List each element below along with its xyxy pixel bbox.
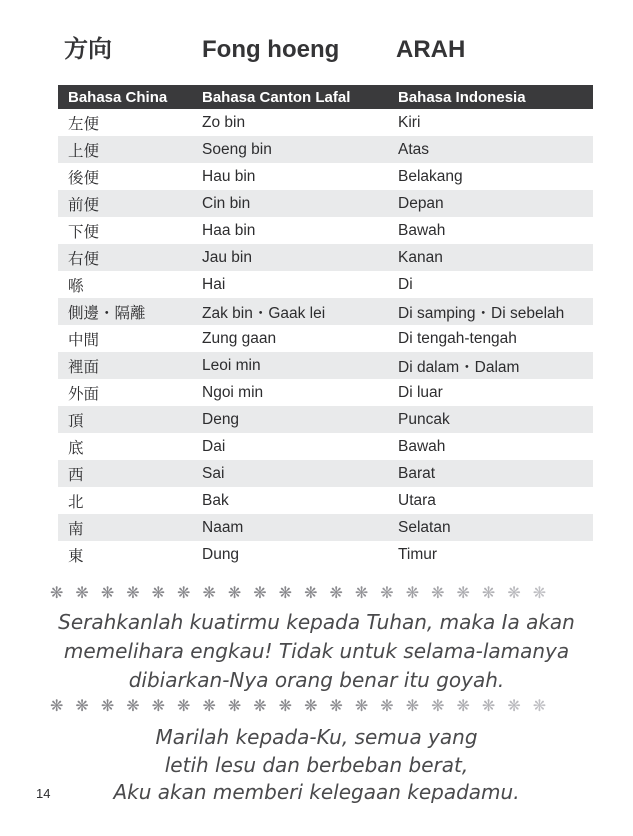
table-cell: Leoi min (202, 356, 261, 374)
table-cell: Atas (398, 140, 430, 158)
table-cell: 左便 (68, 115, 100, 133)
table-cell: Barat (398, 464, 436, 482)
table-cell: Naam (202, 518, 244, 536)
table-cell: Belakang (398, 167, 463, 185)
table-cell: Di samping・Di sebelah (398, 304, 565, 322)
table-row (58, 190, 593, 217)
vocabulary-table (58, 85, 593, 568)
table-cell: 南 (68, 520, 84, 538)
table-cell: 裡面 (68, 358, 100, 376)
table-row (58, 406, 593, 433)
table-row (58, 487, 593, 514)
table-cell: Dai (202, 437, 226, 455)
column-header-bahasa-indonesia: Bahasa Indonesia (398, 88, 526, 106)
table-cell: Di dalam・Dalam (398, 358, 520, 376)
table-cell: Jau bin (202, 248, 252, 266)
table-cell: 下便 (68, 223, 100, 241)
table-row (58, 379, 593, 406)
table-cell: 西 (68, 466, 84, 484)
table-cell: Haa bin (202, 221, 256, 239)
quote-line: Serahkanlah kuatirmu kepada Tuhan, maka Ia akan (58, 610, 575, 634)
table-cell: Kiri (398, 113, 421, 131)
table-cell: Cin bin (202, 194, 251, 212)
title-canton: Fong hoeng (202, 36, 340, 63)
flower-separator: ❋❋❋❋❋❋❋❋❋❋❋❋❋❋❋❋❋❋❋❋ (50, 698, 595, 716)
quote-line: Aku akan memberi kelegaan kepadamu. (113, 780, 520, 804)
table-cell: Timur (398, 545, 438, 563)
table-row (58, 433, 593, 460)
table-cell: 底 (68, 439, 84, 457)
table-cell: Bawah (398, 221, 446, 239)
table-body (58, 109, 593, 568)
table-cell: 側邊・隔離 (68, 304, 146, 322)
table-row (58, 298, 593, 325)
table-cell: 喺 (68, 277, 84, 295)
quote-line: dibiarkan-Nya orang benar itu goyah. (128, 668, 505, 692)
table-cell: Ngoi min (202, 383, 264, 401)
table-row (58, 460, 593, 487)
table-cell: 外面 (68, 385, 100, 403)
title-chinese: 方向 (64, 36, 112, 63)
table-cell: Di tengah-tengah (398, 329, 517, 347)
table-cell: 中間 (68, 331, 100, 349)
table-cell: Dung (202, 545, 240, 563)
table-cell: Hai (202, 275, 226, 293)
page-number: 14 (36, 786, 51, 801)
quote-matthew (0, 724, 633, 807)
column-header-bahasa-china: Bahasa China (68, 88, 168, 106)
quote-line: letih lesu dan berbeban berat, (164, 752, 469, 777)
table-cell: 前便 (68, 196, 100, 214)
quote-psalm (0, 608, 633, 695)
table-row (58, 271, 593, 298)
table-cell: Di (398, 275, 413, 293)
title-indonesian: ARAH (396, 36, 466, 63)
table-row (58, 136, 593, 163)
table-row (58, 514, 593, 541)
page-title (0, 36, 633, 66)
column-header-bahasa-canton-lafal: Bahasa Canton Lafal (202, 88, 351, 106)
table-cell: Kanan (398, 248, 443, 266)
table-cell: Hau bin (202, 167, 256, 185)
quote-line: Marilah kepada-Ku, semua yang (155, 725, 478, 749)
table-cell: Zak bin・Gaak lei (202, 304, 326, 322)
table-cell: Bak (202, 491, 229, 509)
table-cell: 上便 (68, 142, 100, 160)
table-cell: 後便 (68, 169, 100, 187)
table-cell: Zo bin (202, 113, 246, 131)
table-row (58, 244, 593, 271)
table-cell: Soeng bin (202, 140, 272, 158)
table-cell: Di luar (398, 383, 443, 401)
table-cell: Bawah (398, 437, 446, 455)
table-row (58, 541, 593, 568)
table-cell: Depan (398, 194, 444, 212)
table-cell: Zung gaan (202, 329, 277, 347)
table-row (58, 109, 593, 136)
flower-separator: ❋❋❋❋❋❋❋❋❋❋❋❋❋❋❋❋❋❋❋❋ (50, 585, 595, 603)
table-cell: Puncak (398, 410, 450, 428)
table-cell: Utara (398, 491, 436, 509)
table-row (58, 163, 593, 190)
quote-line: memelihara engkau! Tidak untuk selama-lamanya (63, 639, 570, 663)
table-cell: 北 (68, 493, 84, 511)
table-header-row (58, 85, 593, 109)
table-row (58, 325, 593, 352)
table-cell: 頂 (68, 412, 84, 430)
table-cell: Selatan (398, 518, 451, 536)
table-cell: 右便 (68, 250, 100, 268)
table-row (58, 217, 593, 244)
table-cell: Sai (202, 464, 225, 482)
table-cell: Deng (202, 410, 240, 428)
table-row (58, 352, 593, 379)
table-cell: 東 (68, 547, 84, 565)
